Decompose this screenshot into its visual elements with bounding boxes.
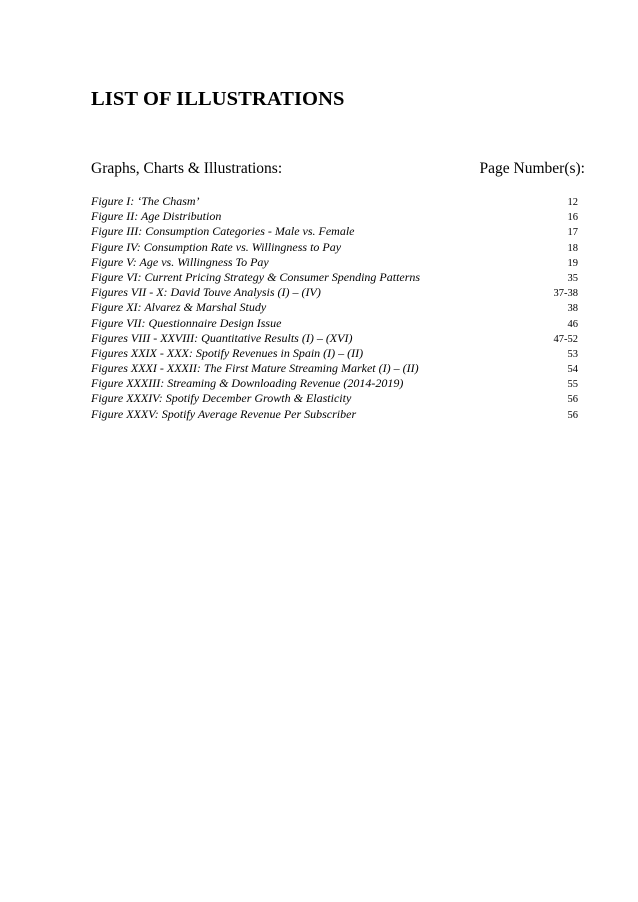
list-item — [91, 255, 578, 270]
figure-title: Figure II: Age Distribution — [91, 209, 222, 224]
list-item — [91, 194, 578, 209]
figure-title: Figures XXXI - XXXII: The First Mature Streaming Market (I) – (II) — [91, 361, 419, 376]
page-number: 16 — [567, 212, 578, 224]
list-item — [91, 391, 578, 406]
column-headers — [91, 160, 585, 178]
figure-title: Figure XXXIV: Spotify December Growth & Elasticity — [91, 391, 352, 406]
page-number: 55 — [567, 379, 578, 391]
page-number: 56 — [567, 394, 578, 406]
figure-title: Figure I: ‘The Chasm’ — [91, 194, 200, 208]
list-item — [91, 224, 578, 239]
figure-title: Figure V: Age vs. Willingness To Pay — [91, 254, 269, 269]
list-item — [91, 361, 578, 376]
page-number: 37-38 — [553, 288, 578, 300]
figure-title: Figure IV: Consumption Rate vs. Willingness to Pay — [91, 239, 342, 254]
page-number: 54 — [567, 364, 578, 376]
list-item — [91, 316, 578, 331]
figure-title: Figure VI: Current Pricing Strategy & Consumer Spending Patterns — [91, 269, 421, 284]
page-number: 47-52 — [553, 333, 578, 345]
page-number: 53 — [567, 348, 578, 360]
page-number: 56 — [567, 409, 578, 421]
page-title: LIST OF ILLUSTRATIONS — [91, 88, 345, 110]
list-item — [91, 331, 578, 346]
page-number: 17 — [567, 227, 578, 239]
figure-title: Figure VII: Questionnaire Design Issue — [91, 315, 282, 330]
list-item — [91, 376, 578, 391]
page-number: 18 — [567, 242, 578, 254]
figure-title: Figure III: Consumption Categories - Male vs. Female — [91, 224, 355, 239]
list-item — [91, 407, 578, 422]
figure-title: Figures XXIX - XXX: Spotify Revenues in Spain (I) – (II) — [91, 345, 364, 360]
list-item — [91, 209, 578, 224]
page-number: 46 — [567, 318, 578, 330]
page-number: 19 — [567, 257, 578, 269]
list-item — [91, 270, 578, 285]
page-number-column-header: Page Number(s): — [479, 160, 585, 177]
list-item — [91, 240, 578, 255]
figure-title: Figures VIII - XXVIII: Quantitative Results (I) – (XVI) — [91, 330, 353, 345]
figure-title: Figure XXXV: Spotify Average Revenue Per Subscriber — [91, 406, 357, 421]
list-item — [91, 285, 578, 300]
page-number: 35 — [567, 272, 578, 284]
page-number: 12 — [567, 197, 578, 208]
figure-title: Figures VII - X: David Touve Analysis (I) – (IV) — [91, 285, 321, 300]
page-number: 38 — [567, 303, 578, 315]
illustrations-column-header: Graphs, Charts & Illustrations: — [91, 160, 283, 177]
list-item — [91, 346, 578, 361]
figure-title: Figure XXXIII: Streaming & Downloading Revenue (2014-2019) — [91, 376, 404, 391]
list-item — [91, 300, 578, 315]
illustrations-list — [91, 194, 578, 422]
figure-title: Figure XI: Alvarez & Marshal Study — [91, 300, 267, 315]
